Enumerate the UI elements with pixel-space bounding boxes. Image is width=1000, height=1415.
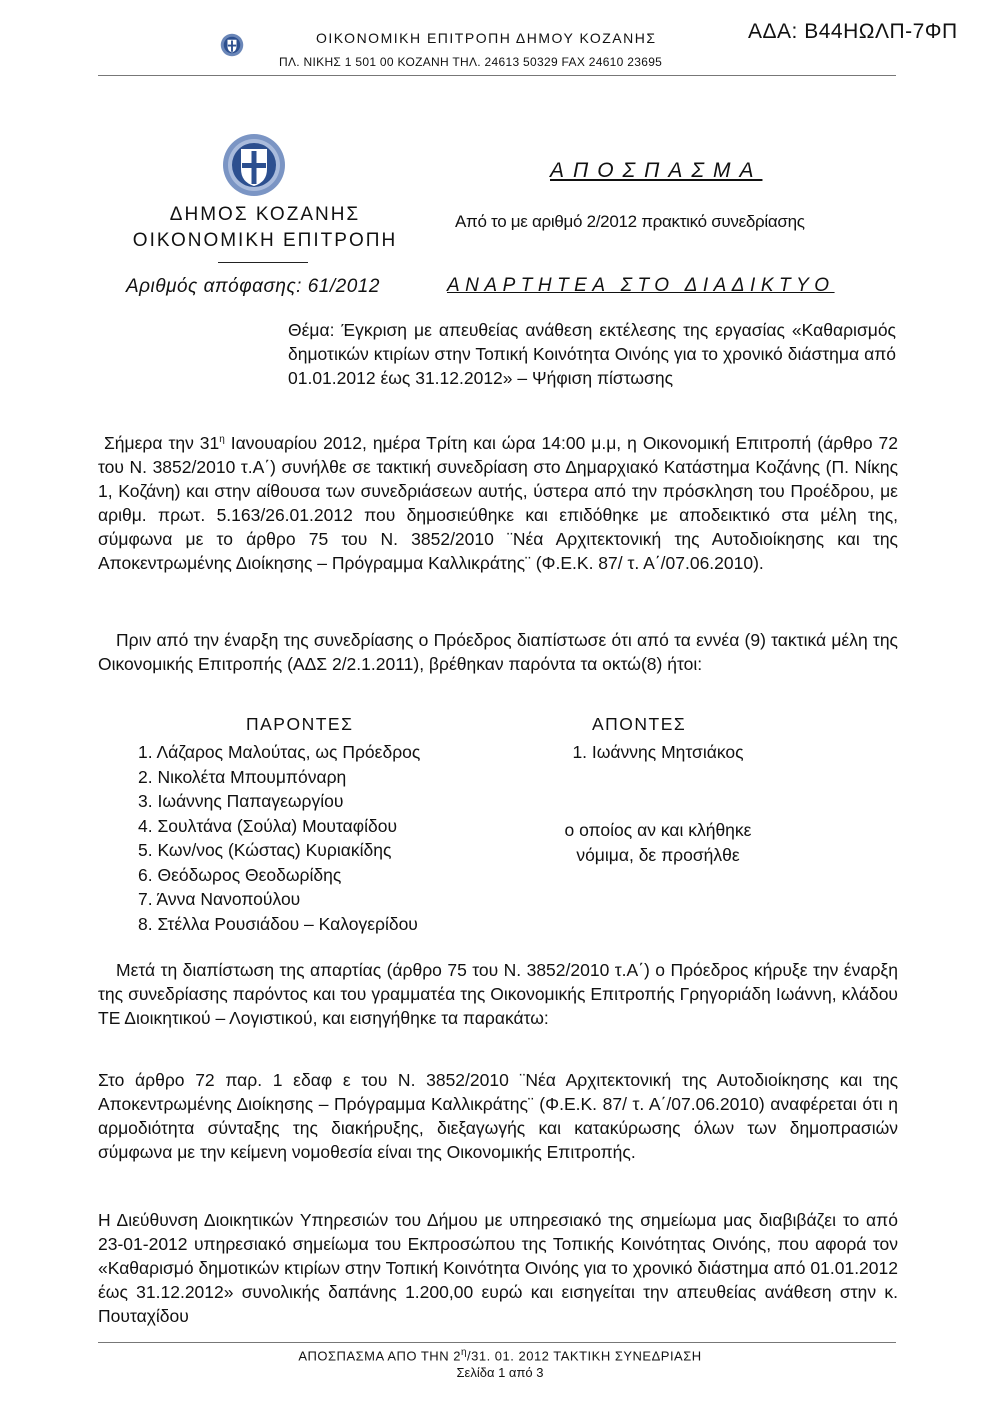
footer-text: /31. 01. 2012 ΤΑΚΤΙΚΗ ΣΥΝΕΔΡΙΑΣΗ xyxy=(467,1348,702,1364)
list-item: 3. Ιωάννης Παπαγεωργίου xyxy=(138,791,344,811)
paragraph-meeting-intro xyxy=(98,428,898,575)
issuer-underline xyxy=(218,262,308,263)
list-item: 6. Θεόδωρος Θεοδωρίδης xyxy=(138,864,342,885)
list-item: 1. Λάζαρος Μαλούτας, ως Πρόεδρος xyxy=(138,742,421,762)
list-item: 7. Άννα Νανοπούλου xyxy=(138,889,301,909)
list-item: 2. Νικολέτα Μπουμπόναρη xyxy=(138,766,347,787)
list-item: 8. Στέλλα Ρουσιάδου – Καλογερίδου xyxy=(138,913,418,934)
list-item: 4. Σουλτάνα (Σούλα) Μουταφίδου xyxy=(138,815,398,836)
decision-number: Αριθμός απόφασης: 61/2012 xyxy=(126,276,380,297)
absent-heading: ΑΠΟΝΤΕΣ xyxy=(592,714,687,734)
paragraph-opening: Μετά τη διαπίστωση της απαρτίας (άρθρο 75 του Ν. 3852/2010 τ.Α΄) ο Πρόεδρος κήρυξε την έναρξη της συνεδρίασης παρόντος και του γραμματέα της Οικονομικής Επιτροπής Γρηγοριάδη Ιωάννη, κλάδου ΤΕ Διοικητικού – Λογιστικού, και εισηγήθηκε τα παρακάτω: xyxy=(98,960,898,1028)
coat-of-arms-icon xyxy=(222,133,286,197)
superscript: η xyxy=(219,434,225,445)
footer-divider xyxy=(98,1342,896,1343)
issuer-block xyxy=(98,202,432,254)
absent-note-line: νόμιμα, δε προσήλθε xyxy=(576,844,740,865)
ada-code: ΑΔΑ: Β44ΗΩΛΠ-7ΦΠ xyxy=(748,20,958,43)
coat-of-arms-icon xyxy=(220,33,244,57)
superscript: η xyxy=(460,1347,467,1358)
absent-note xyxy=(528,818,788,867)
present-heading: ΠΑΡΟΝΤΕΣ xyxy=(246,714,354,734)
paragraph-text: Ιανουαρίου 2012, ημέρα Τρίτη και ώρα 14:00 μ.μ, η Οικονομική Επιτροπή (άρθρο 72 του Ν. 3852/2010 τ.Α΄) συνήλθε σε τακτική συνεδρίαση στο Δημαρχιακό Κατάστημα Κοζάνης (Π. Νίκης 1, Κοζάνη) και στην αίθουσα των συνεδριάσεων αυτής, ύστερα από την πρόσκληση του Προέδρου, με αριθμ. πρωτ. 5.163/26.01.2012 που δημοσιεύθηκε και επιδόθηκε με αποδεικτικό στα μέλη της, σύμφωνα με το άρθρο 75 του Ν. 3852/2010 ¨Νέα Αρχιτεκτονική της Αυτοδιοίκησης και της Αποκεντρωμένης Διοίκησης – Πρόγραμμα Καλλικράτης¨ (Φ.Ε.Κ. 87/ τ. Α΄/07.06.2010). xyxy=(98,432,898,573)
subject: Θέμα: Έγκριση με απευθείας ανάθεση εκτέλεσης της εργασίας «Καθαρισμός δημοτικών κτιρίων στην Τοπική Κοινότητα Οινόης για το χρονικό διάστημα από 01.01.2012 έως 31.12.2012» – Ψήφιση πίστωσης xyxy=(288,320,896,388)
page-number: Σελίδα 1 από 3 xyxy=(456,1365,544,1380)
present-members-list xyxy=(138,740,420,936)
absent-members-list xyxy=(528,740,788,765)
minutes-reference: Από το με αριθμό 2/2012 πρακτικό συνεδρίασης xyxy=(455,212,805,231)
header-divider xyxy=(98,75,896,76)
document-type-title: ΑΠΟΣΠΑΣΜΑ xyxy=(550,159,763,182)
paragraph-proposal: Η Διεύθυνση Διοικητικών Υπηρεσιών του Δήμου με υπηρεσιακό της σημείωμα μας διαβιβάζει το από 23-01-2012 υπηρεσιακό σημείωμα του Εκπροσώπου της Τοπικής Κοινότητας Οινόης, που αφορά τον «Καθαρισμό δημοτικών κτιρίων στην Τοπική Κοινότητα Οινόης για το χρονικό διάστημα από 01.01.2012 έως 31.12.2012» συνολικής δαπάνης 1.200,00 ευρώ και εισηγείται την απευθείας ανάθεση στην κ. Πουταχίδου xyxy=(98,1210,898,1326)
list-item: 5. Κων/νος (Κώστας) Κυριακίδης xyxy=(138,840,392,860)
paragraph-quorum: Πριν από την έναρξη της συνεδρίασης ο Πρόεδρος διαπίστωσε ότι από τα εννέα (9) τακτικά μέλη της Οικονομικής Επιτροπής (ΑΔΣ 2/2.1.2011), βρέθηκαν παρόντα τα οκτώ(8) ήτοι: xyxy=(98,630,898,674)
header-address: ΠΛ. ΝΙΚΗΣ 1 501 00 ΚΟΖΑΝΗ ΤΗΛ. 24613 50329 FAX 24610 23695 xyxy=(279,55,663,69)
absent-note-line: ο οποίος αν και κλήθηκε xyxy=(564,820,752,840)
publish-online-notice: ΑΝΑΡΤΗΤΕΑ ΣΤΟ ΔΙΑΔΙΚΤΥΟ xyxy=(447,275,835,296)
list-item: 1. Ιωάννης Μητσιάκος xyxy=(572,742,744,762)
footer-title xyxy=(0,1347,1000,1363)
paragraph-text: Σήμερα την 31 xyxy=(103,432,220,453)
header-title: ΟΙΚΟΝΟΜΙΚΗ ΕΠΙΤΡΟΠΗ ΔΗΜΟΥ ΚΟΖΑΝΗΣ xyxy=(316,30,657,46)
municipality-name: ΔΗΜΟΣ ΚΟΖΑΝΗΣ xyxy=(169,204,361,225)
committee-name: ΟΙΚΟΝΟΜΙΚΗ ΕΠΙΤΡΟΠΗ xyxy=(132,230,398,251)
footer-text: ΑΠΟΣΠΑΣΜΑ ΑΠΟ ΤΗΝ 2 xyxy=(298,1348,461,1364)
paragraph-legal-basis: Στο άρθρο 72 παρ. 1 εδαφ ε του Ν. 3852/2010 ¨Νέα Αρχιτεκτονική της Αυτοδιοίκησης και της Αποκεντρωμένης Διοίκησης – Πρόγραμμα Καλλικράτης¨ (Φ.Ε.Κ. 87/ τ. Α΄/07.06.2010) αναφέρεται ότι η αρμοδιότητα σύνταξης της διακήρυξης, διεξαγωγής και κατακύρωσης όλων των δημοπρασιών σύμφωνα με την κείμενη νομοθεσία είναι της Οικονομικής Επιτροπής. xyxy=(98,1070,898,1162)
